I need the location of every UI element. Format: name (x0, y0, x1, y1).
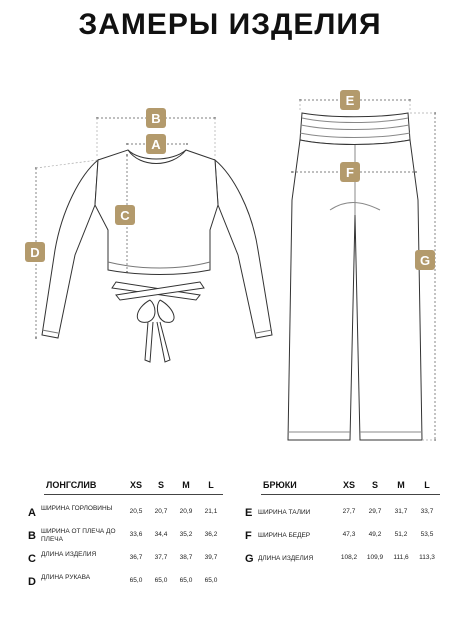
svg-text:D: D (30, 245, 40, 260)
table-row (245, 528, 440, 550)
row-letter: A (28, 507, 36, 519)
trousers-col-xs: XS (342, 480, 355, 490)
row-value-xs: 36,7 (129, 554, 143, 561)
longsleeve-size-table (28, 480, 223, 610)
table-row (245, 551, 440, 573)
row-value-m: 35,2 (179, 531, 193, 538)
row-label: ДЛИНА ИЗДЕЛИЯ (258, 555, 314, 562)
row-value-s: 65,0 (154, 577, 168, 584)
svg-text:C: C (120, 208, 130, 223)
badge-f (340, 162, 360, 182)
row-value-l: 65,0 (204, 577, 218, 584)
row-value-xs: 47,3 (342, 531, 356, 538)
row-value-l: 33,7 (420, 508, 434, 515)
row-letter: B (28, 530, 36, 542)
badge-c (115, 205, 135, 225)
row-label: ШИРИНА БЕДЕР (258, 532, 311, 539)
trousers-col-m: M (397, 480, 405, 490)
badge-e (340, 90, 360, 110)
badge-g (415, 250, 435, 270)
row-value-l: 39,7 (204, 554, 218, 561)
row-value-s: 49,2 (368, 531, 382, 538)
badge-b (146, 108, 166, 128)
row-value-l: 21,1 (204, 508, 218, 515)
row-label: ШИРИНА ОТ ПЛЕЧА ДО ПЛЕЧА (41, 528, 116, 543)
row-value-m: 111,6 (393, 554, 409, 561)
row-value-m: 51,2 (394, 531, 408, 538)
longsleeve-header-divider (44, 494, 223, 495)
longsleeve-sketch (42, 150, 272, 362)
badge-a (146, 134, 166, 154)
svg-text:B: B (151, 111, 161, 126)
row-label: ШИРИНА ГОРЛОВИНЫ (41, 505, 113, 512)
trousers-table-header: БРЮКИ (263, 480, 297, 490)
row-value-l: 53,5 (420, 531, 434, 538)
row-label: ДЛИНА РУКАВА (41, 574, 91, 581)
row-letter: D (28, 576, 36, 588)
row-value-xs: 33,6 (129, 531, 143, 538)
longsleeve-table-header: ЛОНГСЛИВ (46, 480, 97, 490)
row-value-s: 34,4 (154, 531, 168, 538)
trousers-col-s: S (371, 480, 378, 490)
longsleeve-col-xs: XS (129, 480, 142, 490)
svg-text:A: A (151, 137, 161, 152)
row-value-s: 37,7 (154, 554, 168, 561)
badge-d (25, 242, 45, 262)
row-letter: G (245, 553, 254, 565)
row-value-s: 20,7 (154, 508, 168, 515)
trousers-col-l: L (424, 480, 430, 490)
row-letter: C (28, 553, 36, 565)
svg-text:G: G (419, 253, 431, 268)
longsleeve-col-m: M (182, 480, 190, 490)
table-row (28, 505, 223, 527)
row-value-l: 36,2 (204, 531, 218, 538)
row-value-xs: 65,0 (129, 577, 143, 584)
page-title: ЗАМЕРЫ ИЗДЕЛИЯ (78, 8, 382, 41)
row-label: ШИРИНА ТАЛИИ (258, 509, 311, 516)
table-row (28, 551, 223, 573)
row-value-m: 65,0 (179, 577, 193, 584)
row-value-m: 20,9 (179, 508, 193, 515)
svg-text:E: E (345, 93, 355, 108)
row-value-l: 113,3 (419, 554, 435, 561)
longsleeve-col-s: S (157, 480, 164, 490)
row-value-xs: 27,7 (342, 508, 356, 515)
row-label: ДЛИНА ИЗДЕЛИЯ (41, 551, 97, 558)
row-letter: E (245, 507, 253, 519)
row-value-m: 31,7 (394, 508, 408, 515)
trousers-size-table (245, 480, 440, 590)
row-value-xs: 20,5 (129, 508, 143, 515)
row-value-xs: 108,2 (340, 554, 358, 561)
row-value-s: 109,9 (366, 554, 384, 561)
row-value-m: 38,7 (179, 554, 193, 561)
table-row (28, 528, 223, 550)
row-letter: F (245, 530, 252, 542)
table-row (28, 574, 223, 596)
longsleeve-col-l: L (208, 480, 214, 490)
svg-text:F: F (346, 165, 354, 180)
table-row (245, 505, 440, 527)
row-value-s: 29,7 (368, 508, 382, 515)
trousers-header-divider (261, 494, 440, 495)
